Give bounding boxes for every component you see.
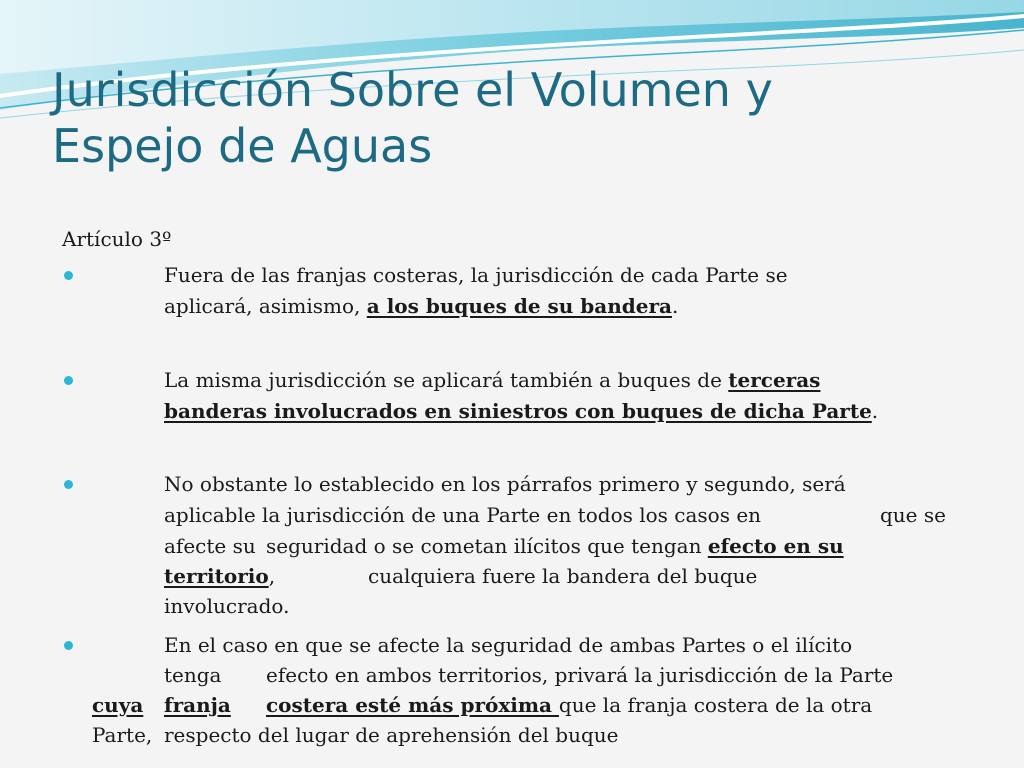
slide-title [52, 62, 992, 174]
p1-line-2 [164, 291, 678, 321]
p2-period: . [871, 399, 879, 423]
p3-line-3b [266, 531, 844, 561]
p1-line-1: Fuera de las franjas costeras, la jurisdicción de cada Parte se [164, 263, 788, 287]
title-line-2: Espejo de Aguas [52, 119, 433, 173]
p3-line-4a [164, 561, 275, 591]
p1-period: . [672, 294, 679, 318]
p3-line-4b: cualquiera fuere la bandera del buque [368, 564, 758, 588]
bullet-icon [64, 271, 73, 280]
p3-text: seguridad o se cometan ilícitos que tengan [266, 534, 708, 558]
p3-underlined-text-2: territorio [164, 564, 269, 588]
p4-line-3c [266, 690, 872, 720]
p3-line-3a: afecte su [164, 534, 256, 558]
p3-line-2a: aplicable la jurisdicción de una Parte en todos los casos en [164, 503, 762, 527]
p2-text: La misma jurisdicción se aplicará también a buques de [164, 368, 729, 392]
p3-line-5: involucrado. [164, 594, 290, 618]
p4-line-1: En el caso en que se afecte la seguridad de ambas Partes o el ilícito [164, 633, 853, 657]
p3-comma: , [268, 564, 276, 588]
p4-line-2a: tenga [164, 663, 222, 687]
p2-line-2 [164, 396, 878, 426]
p4-line-3b [164, 690, 231, 720]
p4-line-2b: efecto en ambos territorios, privará la jurisdicción de la Parte [266, 663, 894, 687]
p1-underlined-text: a los buques de su bandera [366, 294, 672, 318]
p4-line-4a: Parte, [92, 723, 153, 747]
p1-text: aplicará, asimismo, [164, 294, 367, 318]
p3-underlined-text: efecto en su [707, 534, 844, 558]
p2-underlined-text: terceras [728, 368, 821, 392]
p4-underlined-cuya: cuya [92, 693, 144, 717]
p4-line-4b: respecto del lugar de aprehensión del buque [164, 723, 619, 747]
p4-text: que la franja costera de la otra [558, 693, 873, 717]
bullet-icon [64, 641, 73, 650]
p3-line-1: No obstante lo establecido en los párrafos primero y segundo, será [164, 472, 846, 496]
title-line-1: Jurisdicción Sobre el Volumen y [52, 63, 773, 117]
article-heading: Artículo 3º [62, 227, 172, 251]
bullet-icon [64, 376, 73, 385]
p4-line-3a [92, 690, 143, 720]
p3-line-2b: que se [880, 503, 946, 527]
p4-underlined-franja: franja [164, 693, 231, 717]
bullet-icon [64, 480, 73, 489]
p2-line-1 [164, 365, 820, 395]
p4-underlined-costera: costera esté más próxima [266, 693, 559, 717]
p2-underlined-text-2: banderas involucrados en siniestros con buques de dicha Parte [164, 399, 872, 423]
